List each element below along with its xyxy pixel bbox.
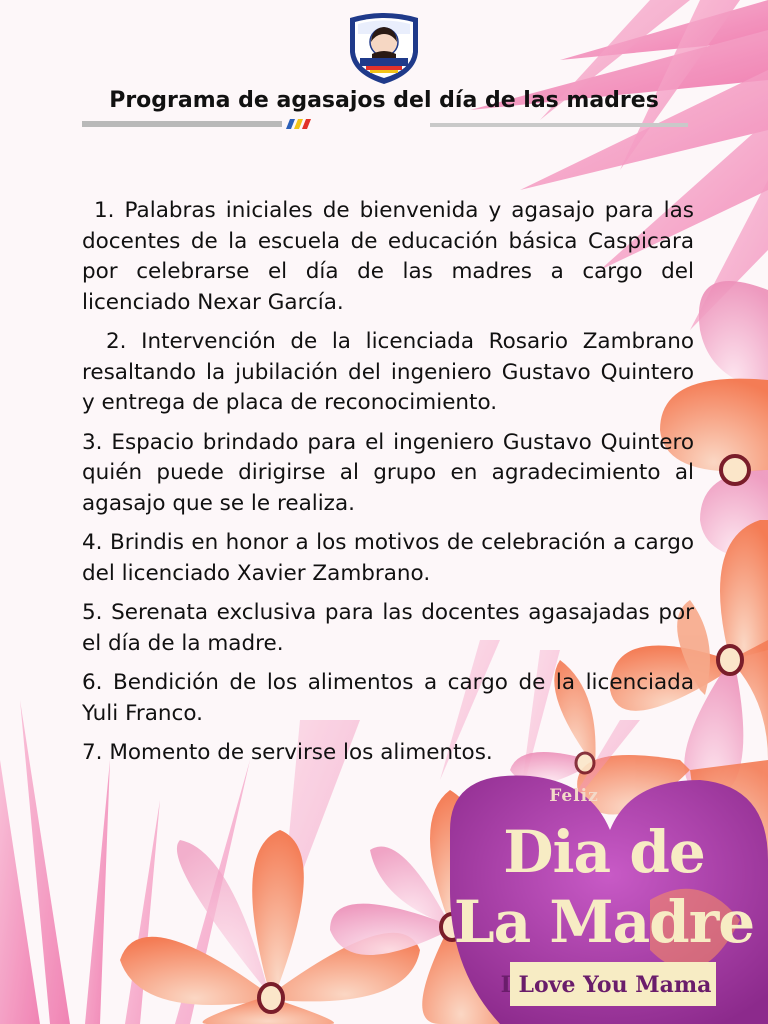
program-item: 1. Palabras iniciales de bienvenida y agasajo para las docentes de la escuela de educación básica Caspicara por celebrarse el día de las madres a cargo del licenciado Nexar García. [82, 198, 694, 315]
greeting-line-2: La Madre [453, 888, 755, 956]
program-item: 5. Serenata exclusiva para las docentes agasajadas por el día de la madre. [82, 600, 694, 656]
greeting-card [440, 770, 768, 1024]
page-title: Programa de agasajos del día de las madres [109, 88, 659, 113]
program-item: 3. Espacio brindado para el ingeniero Gustavo Quintero quién puede dirigirse al grupo en agradecimiento al agasajo que se le realiza. [82, 429, 694, 516]
program-item: 4. Brindis en honor a los motivos de celebración a cargo del licenciado Xavier Zambrano. [82, 530, 694, 586]
program-item: 7. Momento de servirse los alimentos. [82, 740, 493, 765]
title-underline-left [82, 121, 282, 127]
program-list [82, 196, 694, 778]
greeting-line-1: Dia de [503, 818, 705, 886]
program-item: 6. Bendición de los alimentos a cargo de la licenciada Yuli Franco. [82, 670, 694, 726]
program-item: 2. Intervención de la licenciada Rosario Zambrano resaltando la jubilación del ingeniero Gustavo Quintero y entrega de placa de reconocimiento. [82, 329, 694, 415]
greeting-love-text: I Love You Mama [500, 972, 712, 998]
title-underline-right [430, 123, 688, 127]
greeting-feliz: Feliz [549, 786, 599, 806]
school-crest-icon [344, 12, 424, 86]
tricolor-stripe-icon [284, 119, 312, 129]
